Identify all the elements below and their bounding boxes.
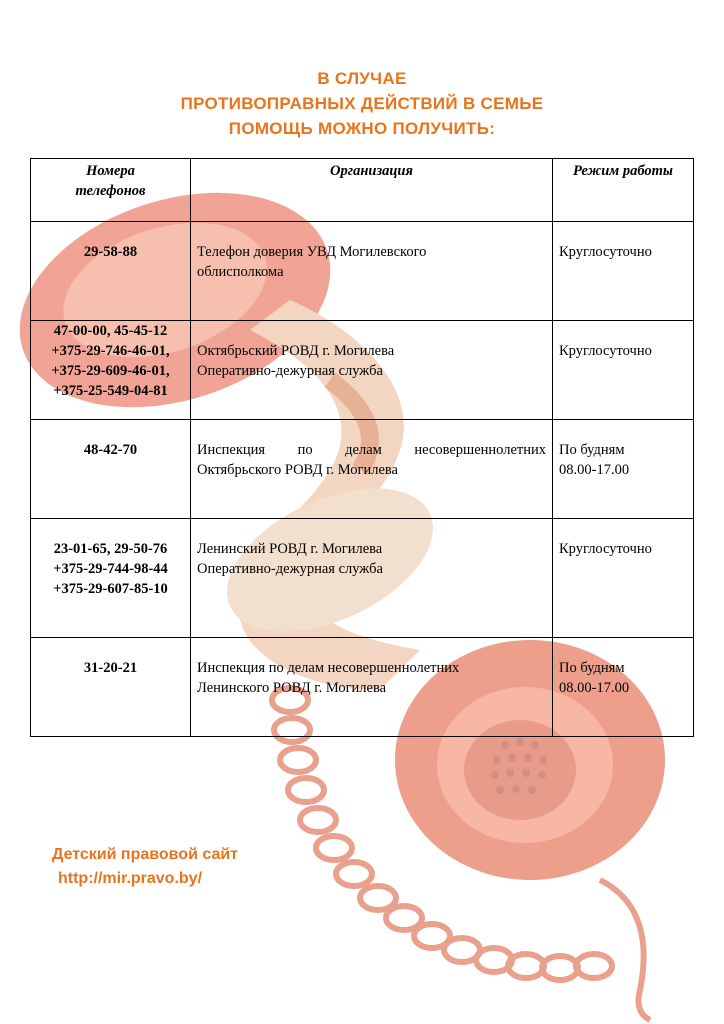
phone-number: 47-00-00, 45-45-12 — [53, 323, 168, 339]
header-phone-line-2: телефонов — [75, 183, 146, 199]
header-work-mode: Режим работы — [553, 159, 694, 222]
organization-line: Инспекция по делам несовершеннолетних — [197, 442, 546, 458]
organization-line: Оперативно-дежурная служба — [197, 561, 383, 577]
phone-number: +375-29-607-85-10 — [53, 581, 168, 597]
work-mode-line: Круглосуточно — [559, 244, 652, 260]
heading-line-2: ПРОТИВОПРАВНЫХ ДЕЙСТВИЙ В СЕМЬЕ — [180, 94, 544, 113]
phone-cell — [31, 321, 191, 420]
heading-line-3: ПОМОЩЬ МОЖНО ПОЛУЧИТЬ: — [228, 119, 496, 138]
phone-cell — [31, 638, 191, 737]
heading-line-1: В СЛУЧАЕ — [317, 69, 407, 88]
phone-cell — [31, 420, 191, 519]
site-url-link[interactable]: http://mir.pravo.by/ — [58, 870, 203, 887]
phone-number: 29-58-88 — [83, 244, 138, 260]
table-row — [31, 519, 694, 638]
work-mode-line: 08.00-17.00 — [559, 680, 630, 696]
organization-cell — [191, 321, 553, 420]
phone-number: +375-29-746-46-01, — [51, 343, 170, 359]
table-row — [31, 222, 694, 321]
table-row — [31, 420, 694, 519]
organization-line: облисполкома — [197, 264, 284, 280]
organization-line: Инспекция по делам несовершеннолетних — [197, 660, 460, 676]
organization-cell — [191, 519, 553, 638]
work-mode-cell — [553, 321, 694, 420]
organization-cell — [191, 420, 553, 519]
phone-number: 48-42-70 — [83, 442, 138, 458]
phone-cell — [31, 222, 191, 321]
organization-line: Телефон доверия УВД Могилевского — [197, 244, 427, 260]
organization-cell — [191, 222, 553, 321]
work-mode-line: По будням — [559, 660, 625, 676]
footer — [52, 843, 238, 891]
contacts-table — [30, 158, 694, 737]
work-mode-cell — [553, 420, 694, 519]
phone-number: +375-25-549-04-81 — [53, 383, 168, 399]
work-mode-cell — [553, 638, 694, 737]
header-phone-numbers — [31, 159, 191, 222]
work-mode-line: Круглосуточно — [559, 343, 652, 359]
work-mode-line: 08.00-17.00 — [559, 462, 630, 478]
work-mode-cell — [553, 519, 694, 638]
table-row — [31, 638, 694, 737]
work-mode-line: По будням — [559, 442, 625, 458]
phone-number: 31-20-21 — [83, 660, 138, 676]
organization-line: Ленинского РОВД г. Могилева — [197, 680, 387, 696]
header-phone-line-1: Номера — [86, 163, 135, 179]
site-name: Детский правовой сайт — [52, 846, 239, 863]
table-header-row — [31, 159, 694, 222]
phone-number: +375-29-744-98-44 — [53, 561, 168, 577]
organization-line: Октябрьский РОВД г. Могилева — [197, 343, 395, 359]
work-mode-cell — [553, 222, 694, 321]
organization-line: Ленинский РОВД г. Могилева — [197, 541, 383, 557]
organization-line: Оперативно-дежурная служба — [197, 363, 383, 379]
phone-number: 23-01-65, 29-50-76 — [53, 541, 168, 557]
organization-cell — [191, 638, 553, 737]
page-heading — [0, 66, 724, 141]
table-row — [31, 321, 694, 420]
phone-number: +375-29-609-46-01, — [51, 363, 170, 379]
header-organization: Организация — [191, 159, 553, 222]
work-mode-line: Круглосуточно — [559, 541, 652, 557]
organization-line: Октябрьского РОВД г. Могилева — [197, 462, 398, 478]
phone-cell — [31, 519, 191, 638]
